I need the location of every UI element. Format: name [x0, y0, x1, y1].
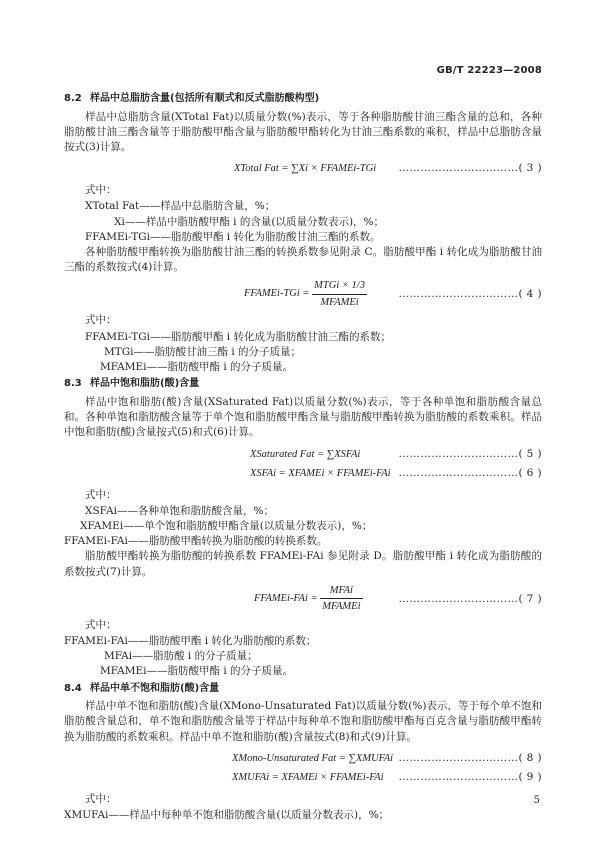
definition: FFAMEi-FAi——脂肪酸甲酯 i 转化为脂肪酸的系数；: [64, 635, 317, 648]
definition: MFAMEi——脂肪酸甲酯 i 的分子质量。: [100, 361, 294, 374]
definition: FFAMEi-TGi——脂肪酸甲酯 i 转化成为脂肪酸甘油三酯的系数；: [85, 330, 391, 343]
section-number: 8.3: [64, 378, 82, 390]
formula-lhs: FFAMEi-TGi =: [244, 288, 310, 300]
formula-number: ……………………………( 4 ): [398, 288, 542, 301]
definition: MFAMEi——脂肪酸甲酯 i 的分子质量。: [100, 665, 294, 678]
formula-expression: XTotal Fat = ∑Xi × FFAMEi-TGi: [234, 163, 377, 175]
where-label: 式中：: [85, 314, 117, 327]
fraction-denominator: MFAMEi: [322, 601, 361, 613]
formula-number: ……………………………( 7 ): [398, 592, 542, 605]
formula-number: ……………………………( 6 ): [398, 466, 542, 479]
paragraph: 脂肪酸甲酯转换为脂肪酸的转换系数 FFAMEi-FAi 参见附录 D。脂肪酸甲酯 i 转化成为脂肪酸的系数按式(7)计算。: [64, 550, 542, 578]
where-label: 式中：: [85, 488, 117, 501]
definition: XFAMEi——单个饱和脂肪酸甲酯含量(以质量分数表示)，%；: [80, 519, 373, 532]
standard-number: GB/T 22223—2008: [436, 65, 542, 76]
paragraph: 样品中总脂肪含量(XTotal Fat)以质量分数(%)表示，等于各种脂肪酸甘油三酯含量的总和，各种脂肪酸甘油三酯含量等于脂肪酸甲酯含量与脂肪酸甲酯转化为甘油三酯系数的乘积，样品中总脂肪含量按式(3)计算。: [64, 110, 542, 153]
fraction: [312, 278, 367, 309]
paragraph: 样品中单不饱和脂肪(酸)含量(XMono-Unsaturated Fat)以质量分数(%)表示，等于每个单不饱和脂肪酸含量总和，单不饱和脂肪酸含量等于样品中每种单不饱和脂肪酸甲酯每百克含量与脂肪酸甲酯转换为脂肪酸的系数乘积。样品中单不饱和脂肪(酸)含量按式(8)和式(9)计算。: [64, 700, 542, 743]
definition: MTGi——脂肪酸甘油三酯 i 的分子质量；: [104, 345, 302, 358]
section-number: 8.2: [64, 93, 82, 104]
formula-3: [64, 158, 542, 180]
section-title: 样品中总脂肪含量(包括所有顺式和反式脂肪酸构型): [90, 93, 320, 104]
formula-9: [64, 767, 542, 789]
definition: XSFAi——各种单饱和脂肪酸含量，%；: [85, 504, 274, 517]
formula-6: [64, 463, 542, 485]
formula-expression: XMUFAi = XFAMEi × FFAMEi-FAi: [232, 771, 384, 783]
section-title: 样品中饱和脂肪(酸)含量: [90, 378, 200, 390]
definition: Xi——样品中脂肪酸甲酯 i 的含量(以质量分数表示)，%；: [114, 215, 385, 228]
section-title: 样品中单不饱和脂肪(酸)含量: [90, 682, 220, 694]
formula-expression: [254, 583, 363, 614]
formula-lhs: FFAMEi-FAi =: [254, 592, 318, 604]
definition: XMUFAi——样品中每种单不饱和脂肪酸含量(以质量分数表示)，%；: [64, 809, 390, 822]
formula-number: ……………………………( 3 ): [398, 162, 542, 175]
section-heading-8-3: [64, 377, 542, 392]
section-number: 8.4: [64, 682, 82, 694]
formula-number: ……………………………( 8 ): [398, 751, 542, 764]
formula-number: ……………………………( 5 ): [398, 447, 542, 460]
formula-expression: XSaturated Fat = ∑XSFAi: [250, 448, 361, 460]
formula-number: ……………………………( 9 ): [398, 770, 542, 783]
definition: MFAi——脂肪酸 i 的分子质量；: [104, 650, 258, 663]
formula-expression: XMono-Unsaturated Fat = ∑XMUFAi: [232, 752, 394, 764]
fraction-numerator: MFAi: [320, 583, 362, 599]
definition: FFAMEi-TGi——脂肪酸甲酯 i 转化为脂肪酸甘油三酯的系数。: [85, 230, 381, 243]
fraction-numerator: MTGi × 1/3: [312, 278, 367, 294]
where-label: 式中：: [85, 792, 117, 805]
paragraph: 样品中饱和脂肪(酸)含量(XSaturated Fat)以质量分数(%)表示，等于各种单饱和脂肪酸含量总和。各种单饱和脂肪酸含量等于单个饱和脂肪酸甲酯含量与脂肪酸甲酯转换为脂肪酸的系数乘积。样品中饱和脂肪(酸)含量按式(5)和式(6)计算。: [64, 395, 542, 439]
where-label: 式中：: [85, 618, 117, 631]
page-number: 5: [533, 794, 540, 806]
where-label: 式中：: [85, 184, 117, 197]
formula-7: [64, 583, 542, 615]
section-heading-8-2: [64, 92, 542, 107]
document-body: [64, 92, 542, 823]
fraction: [320, 583, 362, 614]
fraction-denominator: MFAMEi: [320, 296, 359, 308]
formula-expression: [244, 278, 367, 309]
formula-expression: XSFAi = XFAMEi × FFAMEi-FAi: [250, 467, 391, 479]
definition: XTotal Fat——样品中总脂肪含量，%；: [85, 200, 276, 213]
section-heading-8-4: [64, 682, 542, 697]
formula-4: [64, 278, 542, 310]
definition: FFAMEi-FAi——脂肪酸甲酯转换为脂肪酸的转换系数。: [64, 535, 328, 548]
paragraph: 各种脂肪酸甲酯转换为脂肪酸甘油三酯的转换系数参见附录 C。脂肪酸甲酯 i 转化成为脂肪酸甘油三酯的系数按式(4)计算。: [64, 246, 542, 274]
